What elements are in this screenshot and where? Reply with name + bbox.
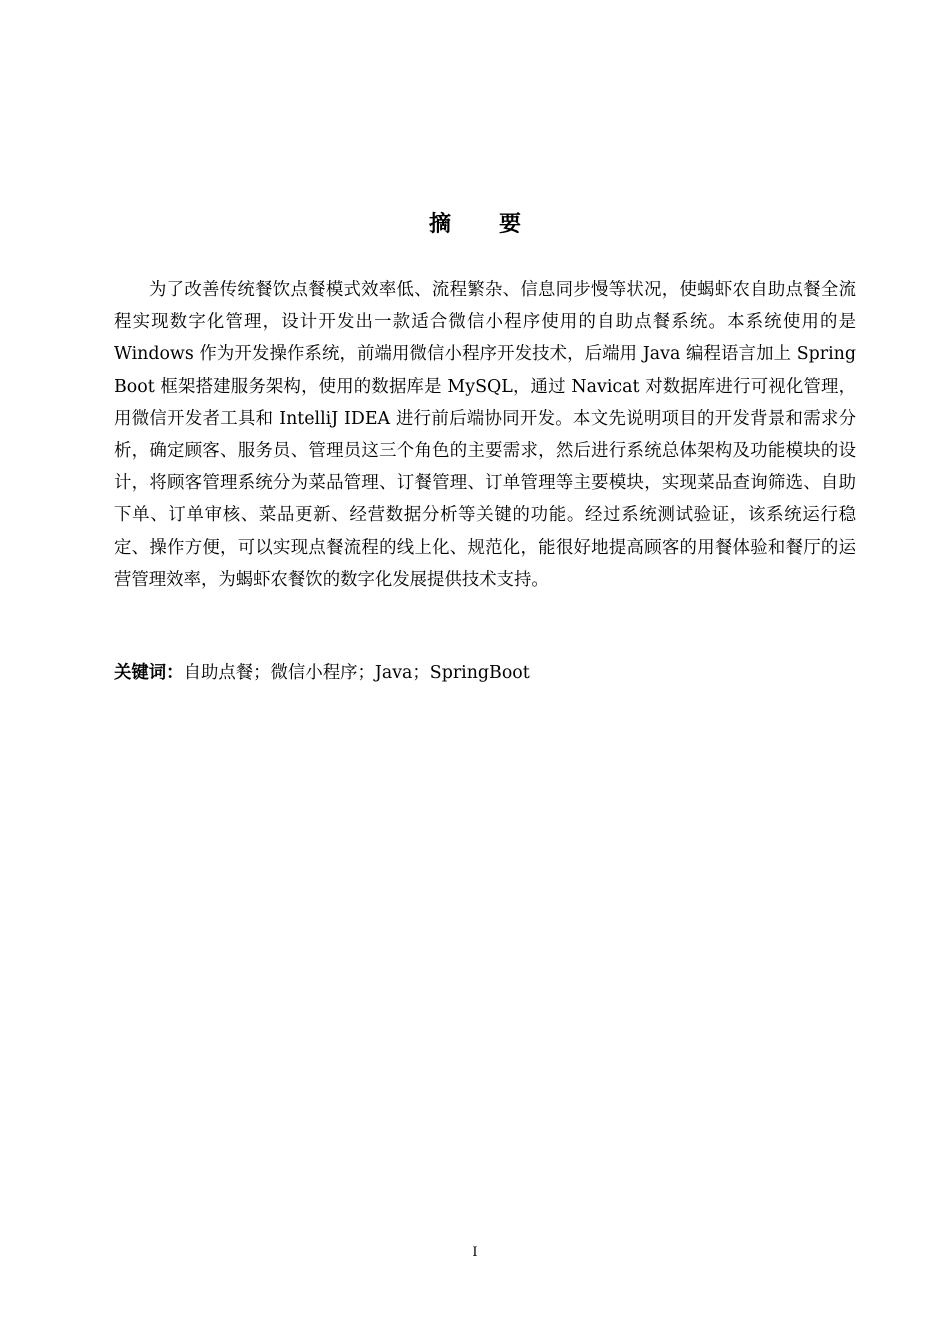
abstract-body: 为了改善传统餐饮点餐模式效率低、流程繁杂、信息同步慢等状况，使蝎虾农自助点餐全流程实现数字化管理，设计开发出一款适合微信小程序使用的自助点餐系统。本系统使用的是 Windows 作为开发操作系统，前端用微信小程序开发技术，后端用 Java 编程语言加上 Spring Boot 框架搭建服务架构，使用的数据库是 MySQL，通过 Navicat 对数据库进行可视化管理，用微信开发者工具和 IntelliJ IDEA 进行前后端协同开发。本文先说明项目的开发背景和需求分析，确定顾客、服务员、管理员这三个角色的主要需求，然后进行系统总体架构及功能模块的设计，将顾客管理系统分为菜品管理、订餐管理、订单管理等主要模块，实现菜品查询筛选、自助下单、订单审核、菜品更新、经营数据分析等关键的功能。经过系统测试验证，该系统运行稳定、操作方便，可以实现点餐流程的线上化、规范化，能很好地提高顾客的用餐体验和餐厅的运营管理效率，为蝎虾农餐饮的数字化发展提供技术支持。 — [114, 280, 856, 590]
abstract-title — [0, 207, 950, 238]
page-number: I — [472, 1245, 478, 1260]
title-char-2: 要 — [499, 212, 522, 237]
keywords-line — [114, 657, 856, 689]
keywords-label: 关键词： — [114, 663, 184, 683]
keywords-value: 自助点餐；微信小程序；Java；SpringBoot — [183, 663, 530, 683]
title-char-1: 摘 — [428, 212, 451, 237]
